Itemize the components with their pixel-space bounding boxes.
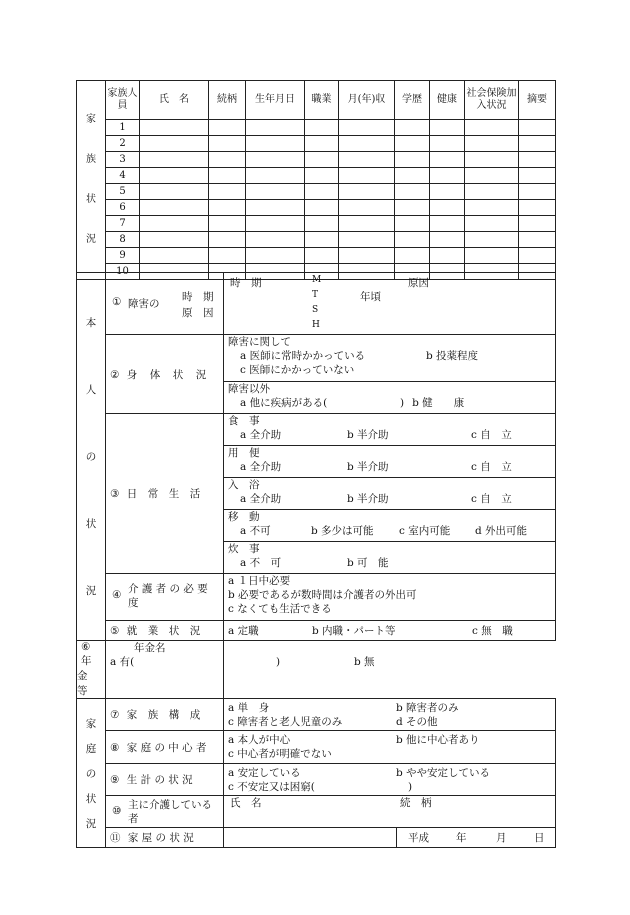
body-condition-disability[interactable]: 障害に関して a 医師に常時かかっている b 投薬程度 c 医師にかかっていない: [224, 335, 556, 382]
body-condition-label: ② 身 体 状 況: [106, 335, 224, 414]
cell[interactable]: [465, 216, 519, 232]
cell[interactable]: [430, 216, 465, 232]
cell[interactable]: [465, 200, 519, 216]
cell[interactable]: [305, 248, 339, 264]
cell[interactable]: [430, 184, 465, 200]
cell[interactable]: [140, 248, 209, 264]
table-row: [77, 168, 556, 184]
cell[interactable]: [519, 136, 556, 152]
housing-value[interactable]: 平成 年 月 日: [224, 828, 556, 848]
home-side-label: 家 庭 の 状 況: [77, 699, 106, 848]
cell[interactable]: [140, 120, 209, 136]
pension-label: ⑥ 年 金 等: [77, 641, 113, 697]
cell[interactable]: [339, 152, 395, 168]
cell[interactable]: [465, 184, 519, 200]
header-occupation: 職業: [305, 81, 339, 120]
header-insurance: 社会保険加入状況: [465, 81, 519, 120]
cell[interactable]: [140, 168, 209, 184]
cell[interactable]: [519, 216, 556, 232]
cell[interactable]: [519, 184, 556, 200]
header-remarks: 摘要: [519, 81, 556, 120]
cell[interactable]: [519, 120, 556, 136]
family-structure-value[interactable]: a 単 身 b 障害者のみ c 障害者と老人児童のみ d その他: [224, 699, 556, 731]
row-number: 3: [106, 152, 140, 168]
cell[interactable]: [339, 120, 395, 136]
cell[interactable]: [339, 232, 395, 248]
cell[interactable]: [246, 248, 305, 264]
cell[interactable]: [140, 232, 209, 248]
cell[interactable]: [395, 216, 430, 232]
cell[interactable]: [209, 248, 246, 264]
cell[interactable]: [209, 216, 246, 232]
cell[interactable]: [209, 136, 246, 152]
daily-bath[interactable]: 入 浴 a 全介助 b 半介助 c 自 立: [224, 478, 556, 510]
header-income: 月(年)収: [339, 81, 395, 120]
cell[interactable]: [430, 136, 465, 152]
cell[interactable]: [395, 152, 430, 168]
cell[interactable]: [395, 232, 430, 248]
family-status-table: [76, 80, 556, 280]
cell[interactable]: [246, 184, 305, 200]
row-number: 1: [106, 120, 140, 136]
row-number: 10: [106, 264, 140, 280]
table-row: [77, 136, 556, 152]
cell[interactable]: [519, 248, 556, 264]
daily-toilet[interactable]: 用 便 a 全介助 b 半介助 c 自 立: [224, 446, 556, 478]
cell[interactable]: [209, 232, 246, 248]
cell[interactable]: [465, 248, 519, 264]
cell[interactable]: [519, 168, 556, 184]
header-education: 学歴: [395, 81, 430, 120]
cell[interactable]: [395, 168, 430, 184]
row-number: 6: [106, 200, 140, 216]
caregiver-value[interactable]: 氏 名 続 柄: [224, 796, 556, 828]
cell[interactable]: [339, 216, 395, 232]
cell[interactable]: [395, 248, 430, 264]
cell[interactable]: [339, 200, 395, 216]
cell[interactable]: [209, 120, 246, 136]
cell[interactable]: [246, 152, 305, 168]
cell[interactable]: [430, 248, 465, 264]
body-condition-other[interactable]: 障害以外 a 他に疾病がある( ) b 健 康: [224, 382, 556, 414]
cell[interactable]: [305, 200, 339, 216]
table-row: [77, 152, 556, 168]
cell[interactable]: [430, 168, 465, 184]
personal-status-table: [76, 272, 556, 848]
pension-value[interactable]: 年金名 a 有( ) b 無: [106, 641, 224, 699]
table-row: [77, 200, 556, 216]
cell[interactable]: [430, 232, 465, 248]
cell[interactable]: [209, 200, 246, 216]
cell[interactable]: [305, 120, 339, 136]
cell[interactable]: [465, 136, 519, 152]
header-birthdate: 生年月日: [246, 81, 305, 120]
table-row: [77, 248, 556, 264]
daily-move[interactable]: 移 動 a 不可 b 多少は可能 c 室内可能 d 外出可能: [224, 510, 556, 542]
row-number: 8: [106, 232, 140, 248]
cell[interactable]: [339, 248, 395, 264]
cell[interactable]: [209, 184, 246, 200]
cell[interactable]: [395, 200, 430, 216]
family-side-label: 家 族 状 況: [77, 81, 106, 280]
household-center-value[interactable]: a 本人が中心 b 他に中心者あり c 中心者が明確でない: [224, 731, 556, 764]
cell[interactable]: [465, 120, 519, 136]
self-side-label: 本 人 の 状 況: [77, 273, 106, 641]
header-relation: 続柄: [209, 81, 246, 120]
cell[interactable]: [465, 152, 519, 168]
cell[interactable]: [339, 168, 395, 184]
cell[interactable]: [430, 152, 465, 168]
header-name: 氏 名: [140, 81, 209, 120]
cell[interactable]: [140, 200, 209, 216]
row-number: 4: [106, 168, 140, 184]
daily-meal[interactable]: 食 事 a 全介助 b 半介助 c 自 立: [224, 414, 556, 446]
cell[interactable]: [246, 200, 305, 216]
livelihood-label: ⑨ 生 計 の 状 況: [106, 764, 224, 796]
cell[interactable]: [209, 168, 246, 184]
cell[interactable]: [465, 168, 519, 184]
row-number: 9: [106, 248, 140, 264]
livelihood-value[interactable]: a 安定している b やや安定している c 不安定又は困窮( ): [224, 764, 556, 796]
cell[interactable]: [395, 136, 430, 152]
cell[interactable]: [305, 232, 339, 248]
cell[interactable]: [519, 152, 556, 168]
cell[interactable]: [305, 168, 339, 184]
cell[interactable]: [140, 184, 209, 200]
family-structure-label: ⑦ 家 族 構 成: [106, 699, 224, 731]
housing-label: ⑪ 家 屋 の 状 況: [106, 828, 224, 848]
cell[interactable]: [246, 168, 305, 184]
table-row: [77, 216, 556, 232]
cell[interactable]: [465, 232, 519, 248]
cell[interactable]: [519, 232, 556, 248]
cell[interactable]: [430, 200, 465, 216]
care-need-value[interactable]: a １日中必要 b 必要であるが数時間は介護者の外出可 c なくても生活できる: [224, 574, 556, 621]
disability-value[interactable]: 時 期 M T S H 年頃 原因: [224, 273, 556, 335]
cell[interactable]: [246, 120, 305, 136]
household-center-label: ⑧ 家 庭 の 中 心 者: [106, 731, 224, 764]
cell[interactable]: [140, 136, 209, 152]
cell[interactable]: [339, 136, 395, 152]
cell[interactable]: [246, 232, 305, 248]
table-row: [77, 184, 556, 200]
cell[interactable]: [339, 184, 395, 200]
work-label: ⑤ 就 業 状 況: [106, 621, 224, 641]
row-number: 5: [106, 184, 140, 200]
table-row: [77, 120, 556, 136]
cell[interactable]: [395, 184, 430, 200]
cell[interactable]: [140, 152, 209, 168]
cell[interactable]: [209, 152, 246, 168]
row-number: 7: [106, 216, 140, 232]
cell[interactable]: [430, 120, 465, 136]
cell[interactable]: [519, 200, 556, 216]
disability-label: ① 障害の 時 期 原 因: [106, 273, 224, 335]
header-members: 家族人員: [106, 81, 140, 120]
caregiver-label: ⑩ 主に介護している者: [106, 796, 224, 828]
header-health: 健康: [430, 81, 465, 120]
care-need-label: ④ 介 護 者 の 必 要 度: [106, 574, 224, 621]
daily-life-label: ③ 日 常 生 活: [106, 414, 224, 574]
cell[interactable]: [305, 136, 339, 152]
cell[interactable]: [305, 152, 339, 168]
work-value[interactable]: a 定職 b 内職・パート等 c 無 職: [224, 621, 556, 641]
row-number: 2: [106, 136, 140, 152]
cell[interactable]: [246, 216, 305, 232]
cell[interactable]: [246, 136, 305, 152]
daily-cook[interactable]: 炊 事 a 不 可 b 可 能: [224, 542, 556, 574]
table-row: [77, 232, 556, 248]
cell[interactable]: [395, 120, 430, 136]
cell[interactable]: [305, 216, 339, 232]
cell[interactable]: [140, 216, 209, 232]
cell[interactable]: [305, 184, 339, 200]
